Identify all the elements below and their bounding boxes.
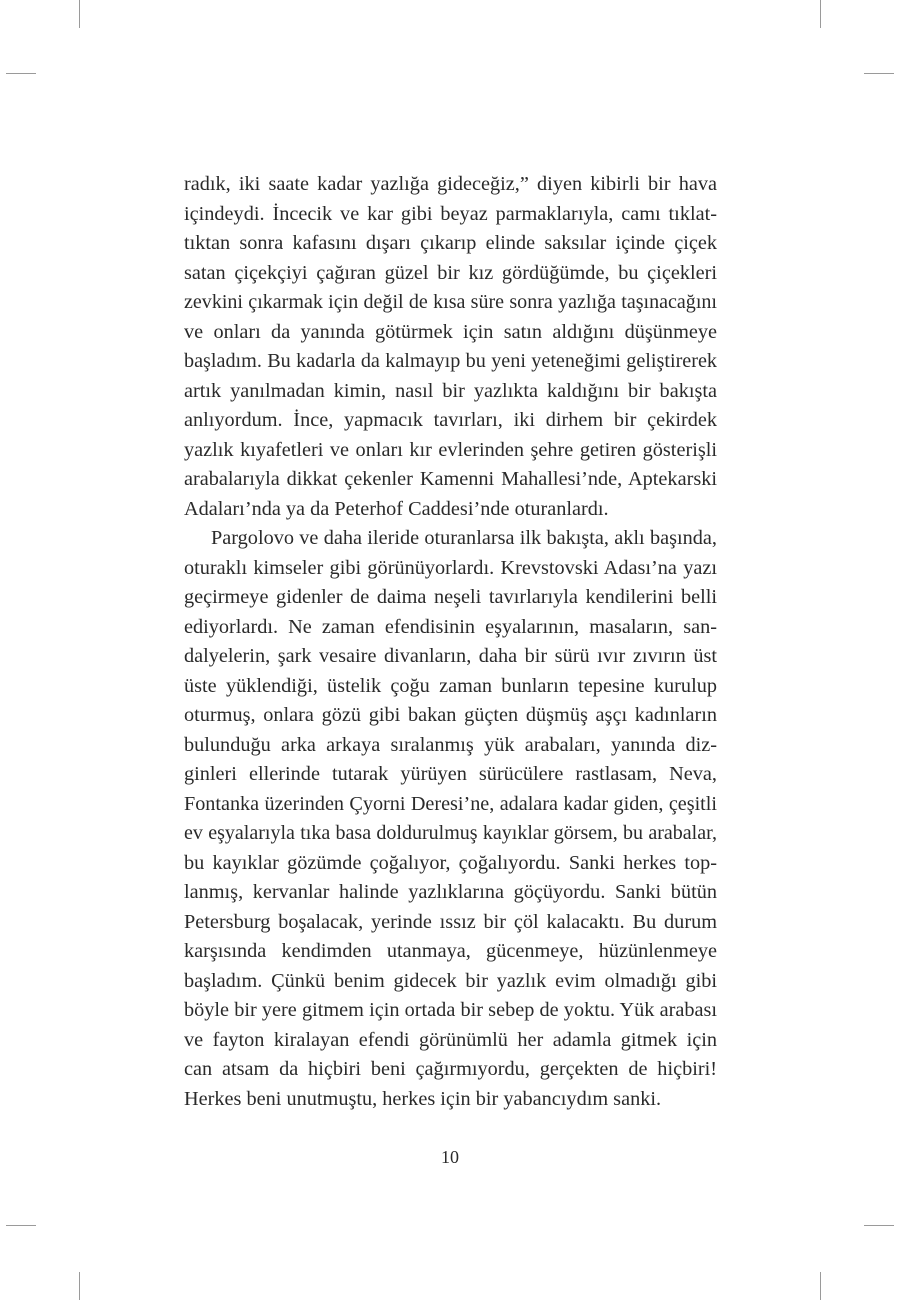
text-line: oturaklı kimseler gibi görünüyorlardı. Krevstovski Adası’na yazı (184, 556, 717, 579)
text-line: Adaları’nda ya da Peterhof Caddesi’nde oturanlardı. (184, 497, 609, 520)
text-line: satan çiçekçiyi çağıran güzel bir kız gördüğümde, bu çiçekleri (184, 261, 717, 284)
text-line: içindeydi. İncecik ve kar gibi beyaz parmaklarıyla, camı tıklat- (184, 202, 717, 225)
text-line: geçirmeye gidenler de daima neşeli tavırlarıyla kendilerini belli (184, 586, 717, 608)
text-line: lanmış, kervanlar halinde yazlıklarına göçüyordu. Sanki bütün (184, 881, 717, 903)
text-line: yazlık kıyafetleri ve onları kır evlerinden şehre getiren gösterişli (184, 438, 717, 461)
text-line: oturmuş, onlara gözü gibi bakan güçten düşmüş aşçı kadınların (184, 704, 717, 726)
text-line: ediyorlardı. Ne zaman efendisinin eşyalarının, masaların, san- (184, 615, 717, 638)
text-line: radık, iki saate kadar yazlığa gideceğiz,” diyen kibirli bir hava (184, 173, 717, 195)
crop-mark-bottom-right (820, 1272, 821, 1300)
text-line: zevkini çıkarmak için değil de kısa süre sonra yazlığa taşınacağını (184, 291, 717, 313)
text-line: arabalarıyla dikkat çekenler Kamenni Mahallesi’nde, Aptekarski (184, 468, 717, 490)
text-line: can atsam da hiçbiri beni çağırmıyordu, gerçekten de hiçbiri! (184, 1058, 717, 1080)
text-line: başladım. Bu kadarla da kalmayıp bu yeni yeteneğimi geliştirerek (184, 350, 717, 372)
text-line: Fontanka üzerinden Çyorni Deresi’ne, adalara kadar giden, çeşitli (184, 792, 717, 815)
text-line: böyle bir yere gitmem için ortada bir sebep de yoktu. Yük arabası (184, 999, 717, 1021)
text-line: ve fayton kiralayan efendi görünümlü her adamla gitmek için (184, 1028, 717, 1051)
text-line: Herkes beni unutmuştu, herkes için bir yabancıydım sanki. (184, 1087, 662, 1110)
crop-mark-left-bottom (6, 1225, 36, 1226)
text-line: tıktan sonra kafasını dışarı çıkarıp elinde saksılar içinde çiçek (184, 232, 717, 254)
crop-mark-right-bottom (864, 1225, 894, 1226)
crop-mark-top-right (820, 0, 821, 28)
text-line: karşısında kendimden utanmaya, gücenmeye, hüzünlenmeye (184, 940, 717, 962)
text-line: ginleri ellerinde tutarak yürüyen sürücülere rastlasam, Neva, (184, 763, 717, 785)
crop-mark-left-top (6, 73, 36, 74)
text-line: üste yüklendiği, üstelik çoğu zaman bunların tepesine kurulup (184, 674, 717, 697)
crop-mark-right-top (864, 73, 894, 74)
body-text (184, 170, 717, 1114)
paragraph-1 (184, 170, 717, 524)
crop-mark-bottom-left (79, 1272, 80, 1300)
text-line: ve onları da yanında götürmek için satın aldığını düşünmeye (184, 320, 717, 343)
text-line: başladım. Çünkü benim gidecek bir yazlık evim olmadığı gibi (184, 969, 717, 992)
paragraph-2 (184, 524, 717, 1114)
text-line: Petersburg boşalacak, yerinde ıssız bir çöl kalacaktı. Bu durum (184, 910, 717, 933)
text-line: artık yanılmadan kimin, nasıl bir yazlıkta kaldığını bir bakışta (184, 379, 717, 402)
text-line: ev eşyalarıyla tıka basa doldurulmuş kayıklar görsem, bu arabalar, (184, 822, 717, 844)
text-line: bu kayıklar gözümde çoğalıyor, çoğalıyordu. Sanki herkes top- (184, 851, 717, 874)
text-line: Pargolovo ve daha ileride oturanlarsa ilk bakışta, aklı başında, (211, 527, 717, 549)
text-line: dalyelerin, şark vesaire divanların, daha bir sürü ıvır zıvırın üst (184, 645, 717, 667)
page-number: 10 (441, 1147, 459, 1167)
text-line: bulunduğu arka arkaya sıralanmış yük arabaları, yanında diz- (184, 733, 717, 756)
crop-mark-top-left (79, 0, 80, 28)
text-line: anlıyordum. İnce, yapmacık tavırları, iki dirhem bir çekirdek (184, 409, 717, 431)
